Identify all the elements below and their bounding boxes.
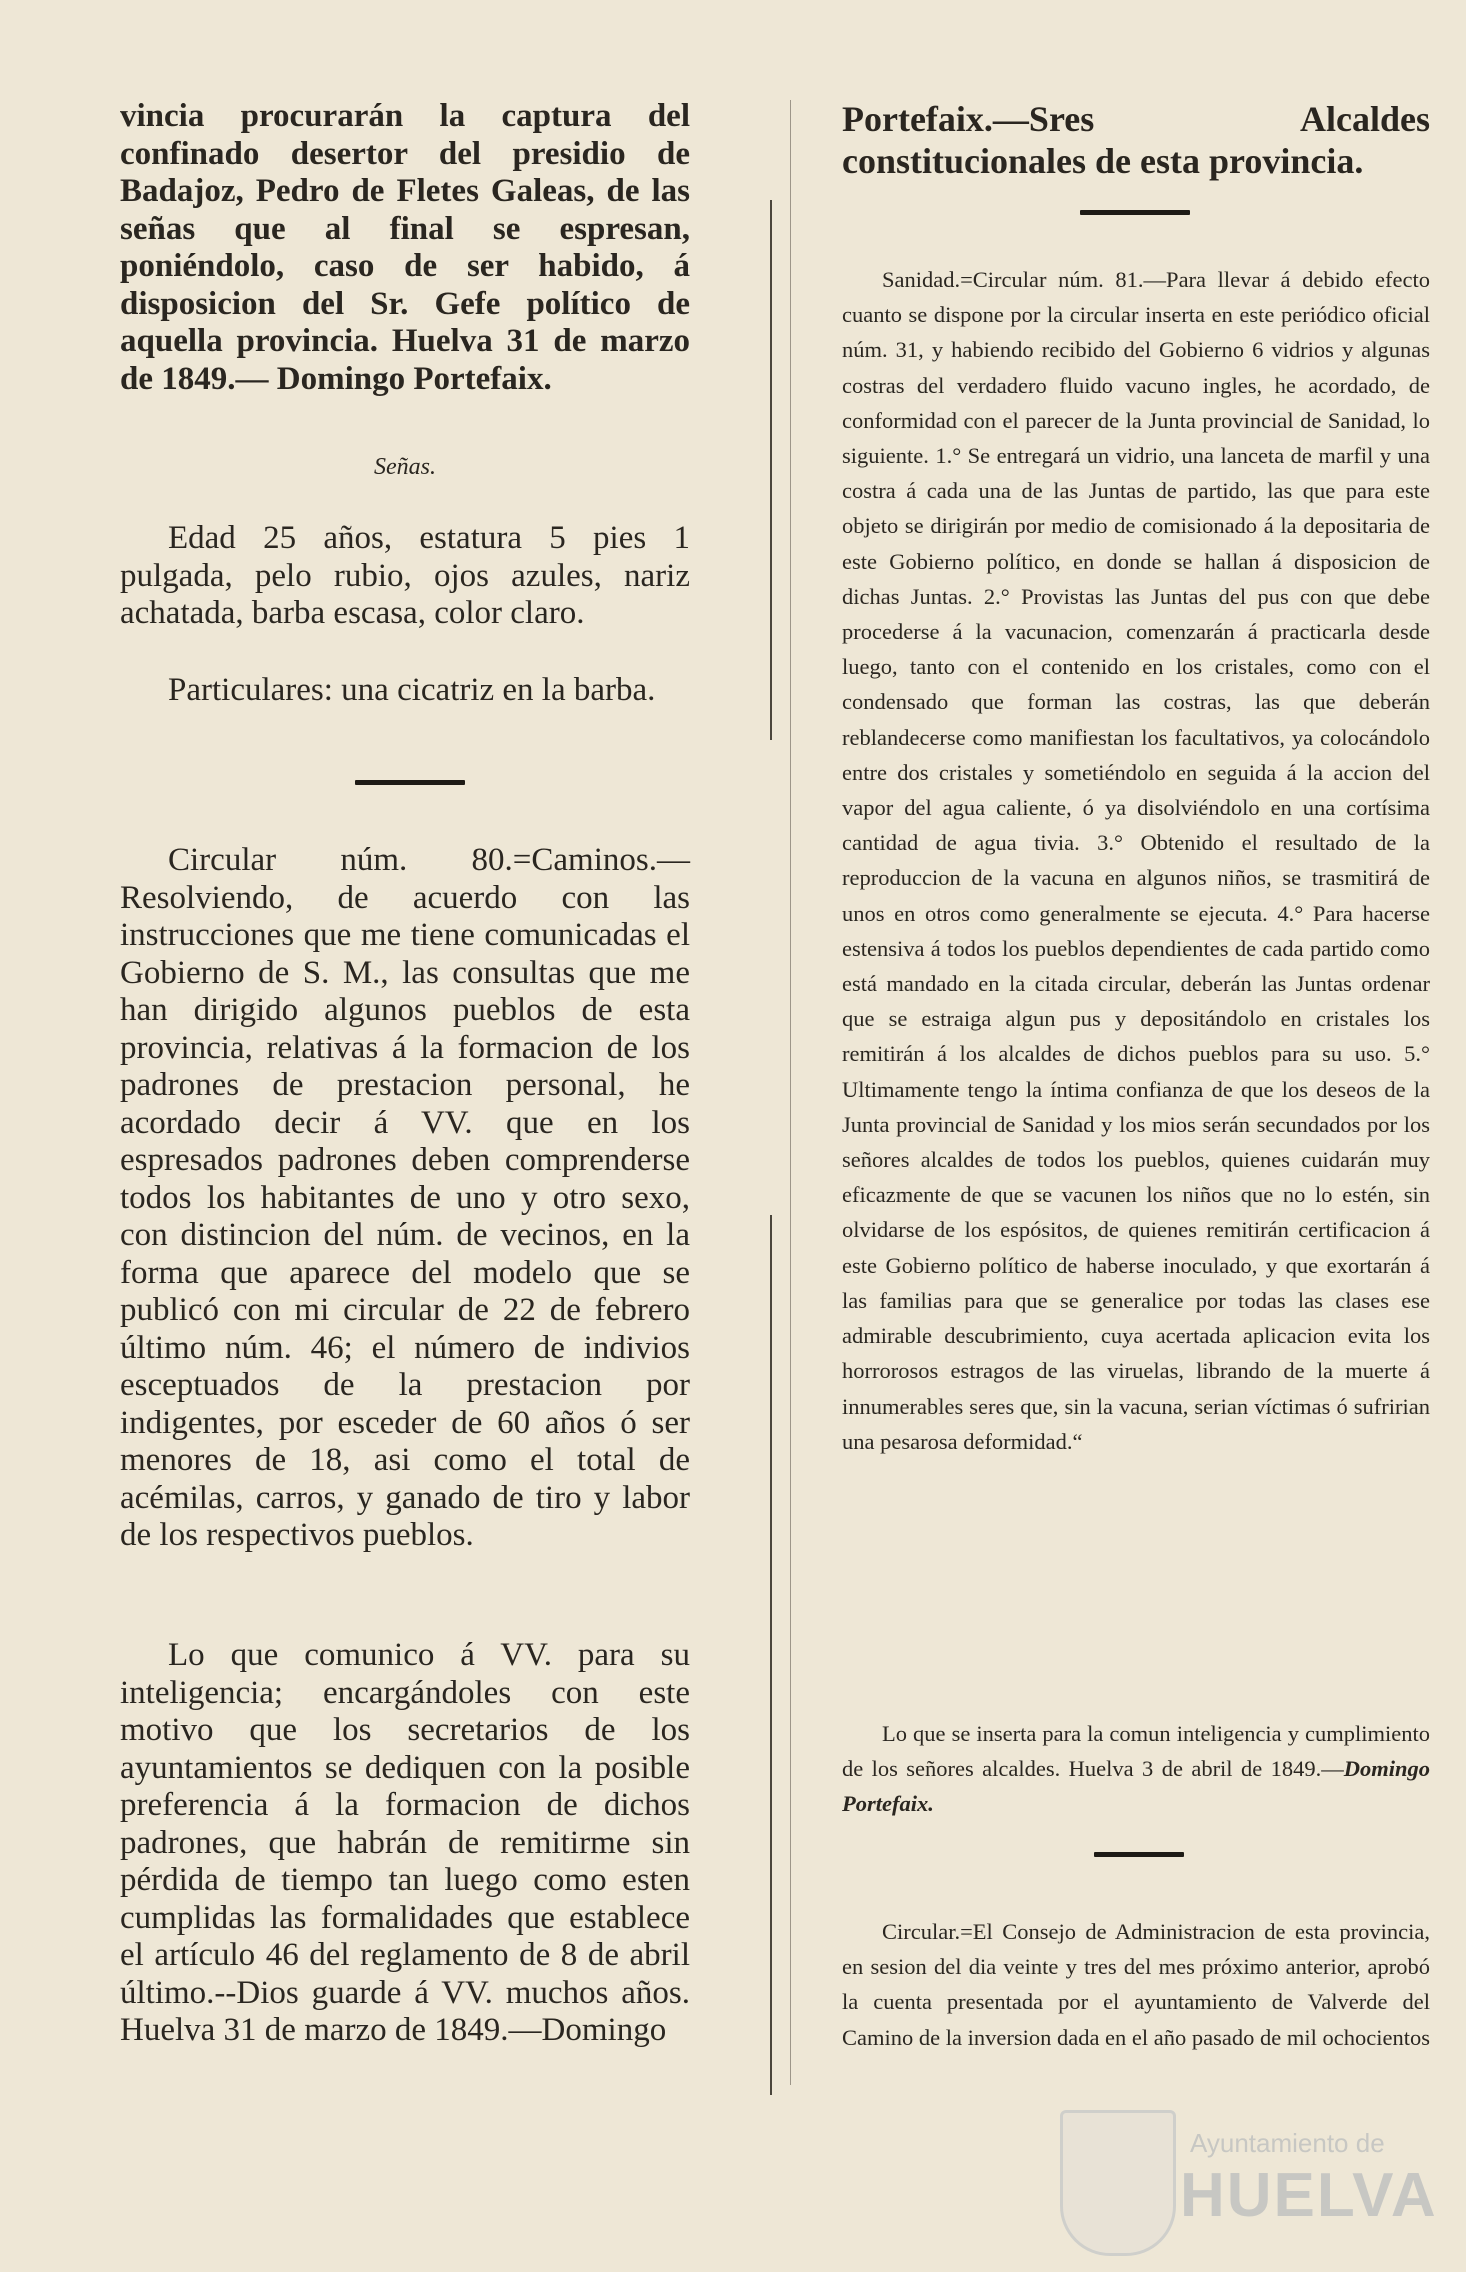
alcaldes-header: Portefaix.—Sres Alcaldes constitucionales de esta provincia. bbox=[842, 99, 1430, 181]
ayuntamiento-watermark bbox=[1060, 2100, 1438, 2260]
column-divider bbox=[770, 1215, 772, 2095]
signature: Domingo Portefaix. bbox=[842, 1756, 1430, 1817]
senas-description: Edad 25 años, estatura 5 pies 1 pulgada, pelo rubio, ojos azules, nariz achatada, barba escasa, color claro. bbox=[120, 520, 690, 631]
column-divider bbox=[790, 100, 791, 2085]
section-divider bbox=[355, 780, 465, 785]
section-divider bbox=[1080, 210, 1190, 215]
closing-text: Lo que se inserta para la comun inteligencia y cumplimiento de los señores alcaldes. Huelva 3 de abril de 1849.— bbox=[842, 1721, 1430, 1782]
crest-icon bbox=[1060, 2110, 1176, 2256]
particulares-description: Particulares: una cicatriz en la barba. bbox=[168, 672, 656, 708]
watermark-line1: Ayuntamiento de bbox=[1190, 2128, 1385, 2158]
watermark-line2: HUELVA bbox=[1180, 2161, 1438, 2230]
circular-80-closing: Lo que comunico á VV. para su inteligencia; encargándoles con este motivo que los secretarios de los ayuntamientos se dediquen con la posible preferencia á la formacion de dichos padrones, que habrán de remitirme sin pérdida de tiempo tan luego como esten cumplidas las formalidades que establece el artículo 46 del reglamento de 8 de abril último.--Dios guarde á VV. muchos años. Huelva 31 de marzo de 1849.—Domingo bbox=[120, 1637, 690, 2048]
circular-81-body: Sanidad.=Circular núm. 81.—Para llevar á debido efecto cuanto se dispone por la circular inserta en este periódico oficial núm. 31, y habiendo recibido del Gobierno 6 vidrios y algunas costras del verdadero fluido vacuno ingles, he acordado, de conformidad con el parecer de la Junta provincial de Sanidad, lo siguiente. 1.° Se entregará un vidrio, una lanceta de marfil y una costra á cada una de las Juntas de partido, las que para este objeto se dirigirán por medio de comisionado á la depositaria de este Gobierno político, en donde se hallan á disposicion de dichas Juntas. 2.° Provistas las Juntas del pus con que debe procederse á la vacunacion, comenzarán á practicarla desde luego, tanto con el contenido en los cristales, como con el condensado que forman las costras, las que deberán reblandecerse como manifiestan los facultativos, ya colocándolo entre dos cristales y sometiéndolo en seguida á la accion del vapor del agua caliente, ó ya disolviéndolo en una cortísima cantidad de agua tivia. 3.° Obtenido el resultado de la reproduccion de la vacuna en algunos niños, se trasmitirá de unos en otros como generalmente se ejecuta. 4.° Para hacerse estensiva á todos los pueblos dependientes de cada partido como está mandado en la citada circular, deberán las Juntas ordenar que se estraiga algun pus y depositándolo en cristales los remitirán á los alcaldes de dichos pueblos para su uso. 5.° Ultimamente tengo la íntima confianza de que los deseos de la Junta provincial de Sanidad y los mios serán secundados por los señores alcaldes de todos los pueblos, quienes cuidarán muy eficazmente de que se vacunen los niños que no lo estén, sin olvidarse de los espósitos, de quienes remitirán certificacion á este Gobierno político de haberse inoculado, y que exortarán á las familias para que se generalice por todas las clases ese admirable descubrimiento, cuya acertada aplicacion evita los horrorosos estragos de las viruelas, librando de la muerte á innumerables seres que, sin la vacuna, serian víctimas ó sufririan una pesarosa deformidad.“ bbox=[842, 267, 1430, 1454]
right-column bbox=[842, 0, 1430, 2272]
deserter-notice: vincia procurarán la captura del confinado desertor del presidio de Badajoz, Pedro de Fletes Galeas, de las señas que al final se espresan, poniéndolo, caso de ser habido, á disposicion del Sr. Gefe político de aquella provincia. Huelva 31 de marzo de 1849.— Domingo Portefaix. bbox=[120, 98, 690, 397]
section-divider bbox=[1094, 1852, 1184, 1857]
column-divider bbox=[770, 200, 772, 740]
circular-80-body: Circular núm. 80.=Caminos.—Resolviendo, de acuerdo con las instrucciones que me tiene comunicadas el Gobierno de S. M., las consultas que me han dirigido algunos pueblos de esta provincia, relativas á la formacion de los padrones de prestacion personal, he acordado decir á VV. que en los espresados padrones deben comprenderse todos los habitantes de uno y otro sexo, con distincion del núm. de vecinos, en la forma que aparece del modelo que se publicó con mi circular de 22 de febrero último núm. 46; el número de indivios esceptuados de la prestacion por indigentes, por esceder de 60 años ó ser menores de 18, asi como el total de acémilas, carros, y ganado de tiro y labor de los respectivos pueblos. bbox=[120, 842, 690, 1553]
circular-81-closing bbox=[842, 1716, 1430, 1822]
left-column bbox=[120, 0, 690, 2272]
senas-heading: Señas. bbox=[374, 454, 436, 480]
circular-consejo-body: Circular.=El Consejo de Administracion de esta provincia, en sesion del dia veinte y tres del mes próximo anterior, aprobó la cuenta presentada por el ayuntamiento de Valverde del Camino de la inversion dada en el año pasado de mil ochocientos bbox=[842, 1919, 1430, 2050]
